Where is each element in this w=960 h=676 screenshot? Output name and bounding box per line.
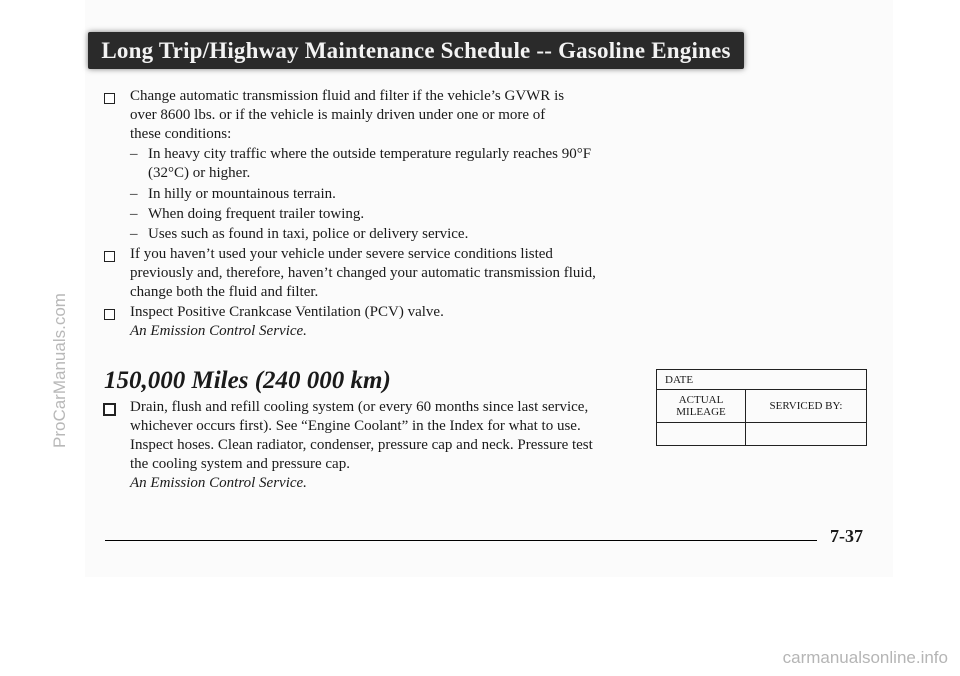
severe-line-1: If you haven’t used your vehicle under severe service conditions listed (130, 246, 553, 262)
actual-mileage-entry[interactable] (657, 423, 746, 446)
coolant-emission-note: An Emission Control Service. (130, 475, 307, 491)
condition-heavy-traffic-2: (32°C) or higher. (148, 165, 251, 181)
condition-dash: – (130, 186, 138, 202)
actual-mileage-header (657, 390, 746, 423)
date-cell[interactable]: DATE (657, 370, 867, 390)
checkbox-severe-service (104, 251, 115, 262)
section-header-bar (88, 32, 744, 69)
coolant-line-4: the cooling system and pressure cap. (130, 456, 350, 472)
severe-line-3: change both the fluid and filter. (130, 284, 319, 300)
atf-line-2: over 8600 lbs. or if the vehicle is mainly driven under one or more of (130, 107, 546, 123)
serviced-by-header: SERVICED BY: (746, 390, 867, 423)
checkbox-coolant (103, 403, 116, 416)
service-record-table (656, 369, 867, 446)
condition-trailer-towing: When doing frequent trailer towing. (148, 206, 365, 222)
coolant-line-2: whichever occurs first). See “Engine Coolant” in the Index for what to use. (130, 418, 581, 434)
condition-dash: – (130, 226, 138, 242)
serviced-by-entry[interactable] (746, 423, 867, 446)
pcv-line: Inspect Positive Crankcase Ventilation (PCV) valve. (130, 304, 444, 320)
coolant-line-3: Inspect hoses. Clean radiator, condenser, pressure cap and neck. Pressure test (130, 437, 593, 453)
condition-heavy-traffic-1: In heavy city traffic where the outside temperature regularly reaches 90°F (148, 146, 592, 162)
mileage-label: MILEAGE (676, 406, 726, 418)
condition-dash: – (130, 206, 138, 222)
atf-line-1: Change automatic transmission fluid and filter if the vehicle’s GVWR is (130, 88, 565, 104)
condition-taxi-police: Uses such as found in taxi, police or delivery service. (148, 226, 469, 242)
page-title: Long Trip/Highway Maintenance Schedule -- Gasoline Engines (101, 38, 731, 63)
atf-line-3: these conditions: (130, 126, 232, 142)
footer-rule (105, 540, 817, 541)
severe-line-2: previously and, therefore, haven’t changed your automatic transmission fluid, (130, 265, 596, 281)
section-heading-150000: 150,000 Miles (240 000 km) (104, 367, 391, 394)
actual-label: ACTUAL (678, 394, 724, 406)
watermark-carmanualsonline: carmanualsonline.info (782, 648, 948, 667)
pcv-emission-note: An Emission Control Service. (130, 323, 307, 339)
checkbox-atf (104, 93, 115, 104)
condition-hilly-terrain: In hilly or mountainous terrain. (148, 186, 336, 202)
condition-dash: – (130, 146, 138, 162)
checkbox-pcv (104, 309, 115, 320)
coolant-line-1: Drain, flush and refill cooling system (or every 60 months since last service, (130, 399, 589, 415)
page-number: 7-37 (830, 526, 863, 546)
watermark-procarmanuals: ProCarManuals.com (50, 293, 69, 448)
